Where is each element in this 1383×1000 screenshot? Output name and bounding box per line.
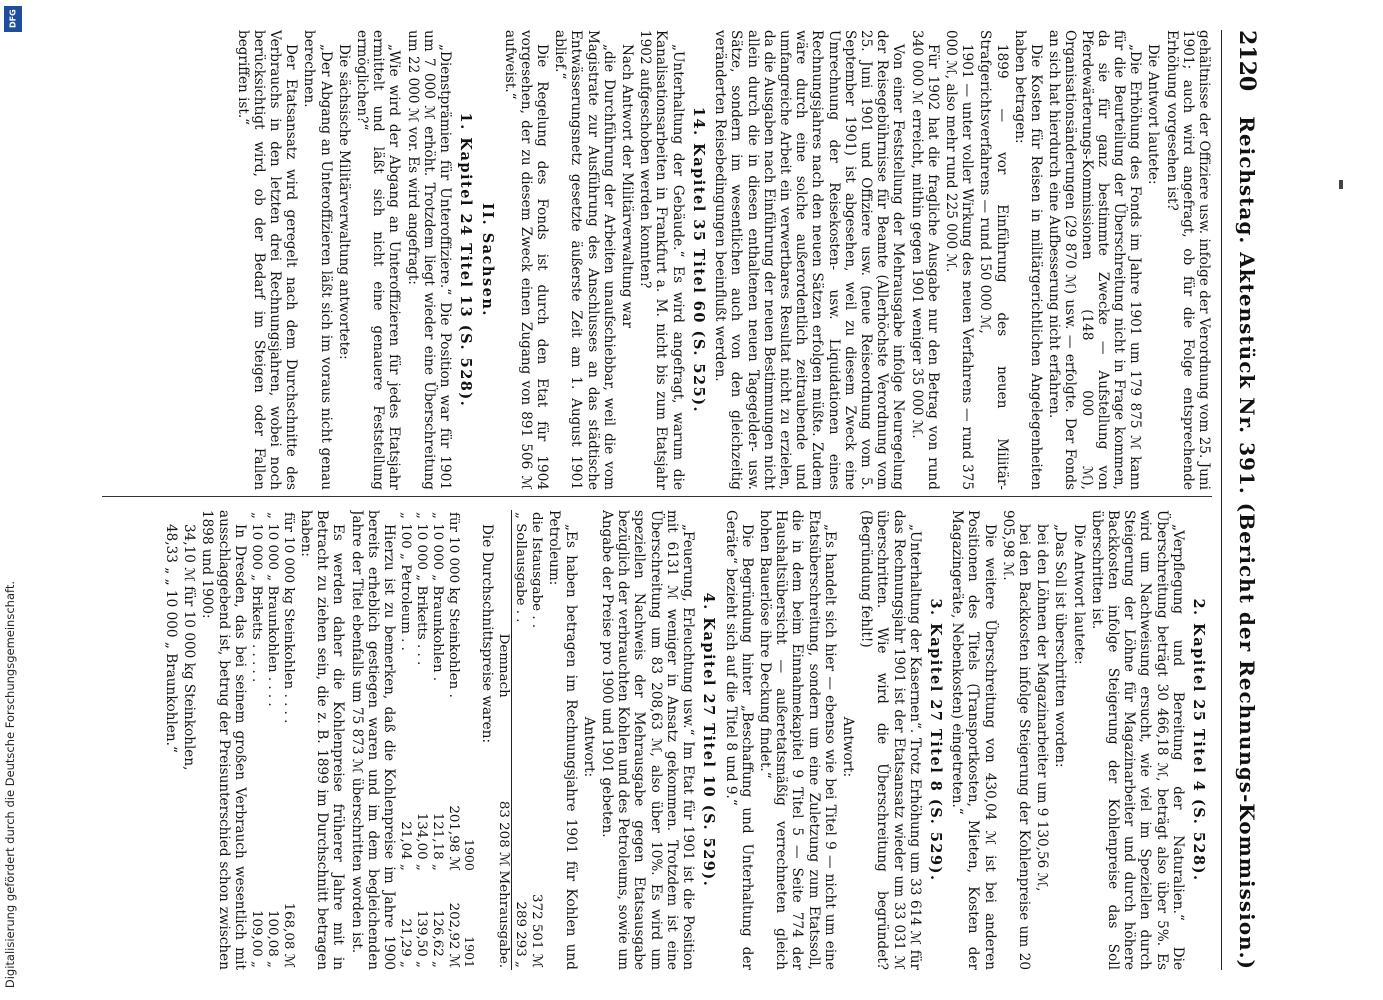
table-header-row — [461, 510, 477, 970]
table-row — [495, 510, 512, 970]
table-cell-label: die Istausgabe . . — [529, 512, 545, 629]
table-cell-label: „ 10 000 „ Braunkohlen . . . . — [264, 512, 280, 707]
table-row — [445, 510, 461, 970]
paragraph: Nach Antwort der Militärverwaltung war — [619, 44, 636, 328]
paragraph: Antwort: — [580, 716, 597, 778]
table-header: 1901 — [462, 936, 478, 968]
scanned-page — [60, 0, 1330, 1000]
table-cell-value: 109,00 „ — [248, 909, 264, 968]
paragraph: „Feuerung, Erleuchtung usw.“ Im Etat für 1901 ist die Position mit 6131 ℳ weniger in Ansatz gekommen. Trotzdem ist eine Überschreitung um 83 208,63 ℳ, also über 10%. Es wird um speziellen Nachweis der Mehrausgabe gegen Etatsausgabe bezüglich der verbrauchten Kohlen und des Petroleums, sowie um Angabe der Preise pro 1900 und 1901 gebeten. — [599, 510, 697, 970]
section-heading: 14. Kapitel 35 Titel 60 (S. 525). — [689, 106, 707, 414]
table-row — [280, 510, 296, 970]
section-heading: II. Sachsen. — [479, 203, 497, 317]
paragraph: Es werden daher die Kohlenpreise früherer Jahre mit in Betracht zu ziehen sein, die z. B. 1899 im Durchschnitt betragen haben: — [298, 510, 347, 970]
cost-table — [495, 510, 544, 970]
table-row — [413, 510, 429, 970]
paragraph: „Der Abgang an Unteroffizieren läßt sich im voraus nicht genau berechnen. — [301, 30, 334, 490]
table-cell-label: „ 10 000 „ Braunkohlen . — [430, 512, 446, 682]
paragraph: Hierzu ist zu bemerken, daß die Kohlenpreise im Jahre 1900 bereits erheblich gestiegen waren und im dem begleichenden Jahre der Titel ebenfalls um 75 873 ℳ überschritten worden ist. — [348, 510, 398, 970]
sum-amount: 83 208 ℳ Mehrausgabe. — [495, 700, 512, 970]
table-cell-label: für 10 000 kg Steinkohlen . — [446, 512, 462, 698]
paragraph: 48,33 „ „ 10 000 „ Braunkohlen.“ — [163, 524, 180, 753]
table-header — [461, 510, 477, 776]
paragraph: 34,10 ℳ für 10 000 kg Steinkohlen, — [181, 524, 198, 771]
table-cell-label: „ 100 „ Petroleum . . — [398, 512, 414, 651]
paragraph: gehältnisse der Offiziere usw. infolge der Verordnung vom 25. Juni 1901; auch wird angefragt, ob für die Folge entsprechende Erhöhung vorgesehen ist? — [1163, 30, 1212, 490]
page-header — [1221, 30, 1260, 970]
paragraph: bei den Backkosten infolge Steigerung der Kohlenpreise um 20 905,98 ℳ. — [999, 510, 1032, 970]
table-cell-label: „ 10 000 „ Briketts . . . . . — [248, 512, 264, 683]
right-column — [102, 510, 1212, 970]
table-cell-1901: 202,92 ℳ — [446, 902, 462, 968]
paragraph: 1899 — vor Einführung des neuen Militär-Strafgerichtsverfahrens — rund 150 000 ℳ, — [977, 30, 1010, 490]
paragraph: Die Begründung hinter „Beschaffung und Unterhaltung der Geräte“ bezieht sich auf die Titel 8 und 9.“ — [722, 510, 755, 970]
left-column — [102, 30, 1212, 490]
table-row — [397, 510, 413, 970]
table-row — [264, 510, 280, 970]
table-cell-value: 168,08 ℳ — [280, 902, 296, 968]
paragraph: Die Kosten für Reisen in militärgerichtlichen Angelegenheiten haben betragen: — [1011, 30, 1044, 490]
paragraph: Die Regelung des Fonds ist durch den Etat für 1904 vorgesehen, der zu diesem Zweck einen Zugang von 891 506 ℳ aufweist.“ — [501, 30, 551, 490]
price-table — [397, 510, 477, 970]
paragraph: Die weitere Überschreitung von 430,04 ℳ ist bei anderen Positionen des Titels (Transportkosten, Mieten, Kosten der Magazingeräte, Nebenkosten) eingetreten.“ — [949, 510, 998, 970]
footer-strip — [0, 0, 28, 1000]
section-heading: 4. Kapitel 27 Titel 10 (S. 529). — [700, 592, 718, 888]
sum-label: Demnach — [496, 633, 512, 698]
page-number: 2120 — [1234, 30, 1260, 92]
table-header: 1900 — [462, 839, 478, 871]
table-cell-label: „ Sollausgabe . . — [513, 512, 529, 623]
paragraph: „Es handelt sich hier — ebenso wie bei Titel 9 — nicht um eine Etatsüberschreitung, sondern um eine Zuletzung zum Etatssoll, die in dem beim Einnahmekapitel 9 Titel 5 — Seite 774 der Haushaltsübersicht — außeretatsmäßig verrechneten gleich hohen Bauerlöse ihre Deckung findet.“ — [756, 510, 838, 970]
table-cell-amount: 289 293 „ — [513, 901, 529, 968]
paragraph: „Die Erhöhung des Fonds im Jahre 1901 um 179 875 ℳ kann für die Beurteilung der Überschreitung nicht in Frage kommen, da sie für ganz bestimmte Zwecke — Aufstellung von Pferdewärterungs-Kommissionen (148 000 ℳ), Organisationsänderungen (29 870 ℳ) usw. — erfolgte. Der Fonds an sich hat hierdurch eine Aufbesserung nicht erfahren. — [1046, 30, 1144, 490]
table-cell-label: „ 10 000 „ Briketts . . . — [414, 512, 430, 666]
paragraph: Die sächsische Militärverwaltung antwortete: — [335, 44, 352, 360]
paragraph: Für 1902 hat die fragliche Ausgabe nur den Betrag von rund 340 000 ℳ erreicht, mithin gegen 1901 weniger 35 000 ℳ. — [908, 30, 941, 490]
table-row — [429, 510, 445, 970]
section-heading: 3. Kapitel 27 Titel 8 (S. 529). — [926, 598, 944, 882]
section-heading: 2. Kapitel 25 Titel 4 (S. 528). — [1190, 598, 1207, 882]
dfg-logo: DFG — [4, 6, 22, 32]
table-cell-1900: 21,04 „ — [398, 821, 414, 871]
table-row — [248, 510, 264, 970]
running-title: Reichstag. Aktenstück Nr. 391. (Bericht der Rechnungs-Kommission.) — [1235, 116, 1259, 970]
paragraph: „Es haben betragen im Rechnungsjahre 1901 für Kohlen und Petroleum: — [546, 510, 579, 970]
table-row — [512, 510, 529, 970]
paragraph: Die Antwort lautete: — [1070, 524, 1087, 665]
table-cell-1900: 121,18 „ — [430, 812, 446, 871]
paragraph: Die Antwort lautete: — [1145, 44, 1162, 185]
paragraph: Antwort: — [839, 716, 856, 778]
paragraph: „Unterhaltung der Kasernen“. Trotz Erhöhung um 33 614 ℳ für das Rechnungsjahr 1901 ist der Etatsansatz wieder um 33 031 ℳ überschritten. Wie wird die Überschreitung begründet? (Begründung fehlt!) — [858, 510, 923, 970]
price-1899-table — [248, 510, 296, 970]
table-row — [528, 510, 544, 970]
table-cell-1900: 201,98 ℳ — [446, 805, 462, 871]
paragraph: Der Etatsansatz wird geregelt nach dem Durchschnitte des Verbrauchs in den letzten drei Rechnungsjahren, wobei noch berücksichtigt wird, ob der Bedarf im Steigen oder Fallen begriffen ist.“ — [234, 30, 300, 490]
footer-credit: Digitalisierung gefördert durch die Deutsche Forschungsgemeinschaft. — [3, 580, 17, 988]
scan-mark — [1339, 180, 1343, 189]
table-cell-amount: 372 501 ℳ — [529, 894, 545, 968]
paragraph: „Unterhaltung der Gebäude.“ Es wird angefragt, warum die Kanalisationsarbeiten in Frankfurt a. M. nicht bis zum Etatsjahr 1902 aufgeschoben werden konnten? — [637, 30, 686, 490]
column-divider — [102, 496, 1212, 497]
paragraph: Von einer Feststellung der Mehrausgabe infolge Neuregelung der Reisegebührnisse für Beamte (Allerhöchste Verordnung vom 25. Juni 1901 und Offiziere usw. (neue Reiseordnung vom 5. September 1901) ist abgesehen, weil zu diesem Zweck eine Umrechnung der Reisekosten- usw. Liquidationen eines Rechnungsjahres nach den neuen Sätzen erfolgen müßte. Zudem wäre durch eine solche außerordentlich zeitraubende und umfangreiche Arbeit ein verwertbares Resultat nicht zu erzielen, da die Ausgaben nach Einführung der neuen Bestimmungen nicht allein durch die in diesen enthaltenen neuen Tagegelder- usw. Sätze, sondern im wesentlichen auch von den gleichzeitig veränderten Reisebedingungen beeinflußt werden. — [712, 30, 907, 490]
paragraph: „Wie wird der Abgang an Unteroffizieren für jedes Etatsjahr ermittelt und läßt sich nicht eine genauere Feststellung ermöglichen?“ — [354, 30, 403, 490]
section-heading: 1. Kapitel 24 Titel 13 (S. 528). — [457, 112, 475, 408]
table-cell-1901: 21,29 „ — [398, 918, 414, 968]
paragraph: 1901 — unter voller Wirkung des neuen Verfahrens — rund 375 000 ℳ, also mehr rund 225 000 ℳ. — [942, 30, 976, 490]
table-cell-value: 100,08 „ — [264, 909, 280, 968]
paragraph: „Dienstprämien für Unteroffiziere.“ Die Position war für 1901 um 7 000 ℳ erhöht. Trotzdem liegt wieder eine Überschreitung um 22 000 ℳ vor. Es wird angefragt: — [404, 30, 454, 490]
paragraph: „die Durchführung der Arbeiten unaufschiebbar, weil die vom Magistrate zur Ausführung des Anschlusses an das städtische Entwässerungsnetz gesetzte äußerste Zeit am 1. August 1901 ablief.“ — [552, 30, 617, 490]
paragraph: bei den Löhnen der Magazinarbeiter um 9 130,56 ℳ, — [1034, 524, 1051, 892]
table-cell-label: für 10 000 kg Steinkohlen . . . . — [280, 512, 296, 724]
table-cell-1901: 139,50 „ — [414, 909, 430, 968]
table-cell-1900: 134,00 „ — [414, 812, 430, 871]
paragraph: In Dresden, das bei seinem großen Verbrauch wesentlich mit ausschlaggebend ist, betrug der Preisunterschied schon zwischen 1898 und 1900: — [199, 510, 248, 970]
paragraph: „Das Soll ist überschritten worden: — [1052, 524, 1069, 768]
paragraph: „Verpflegung und Bereitung der Naturalien.“ Die Überschreitung beträgt 30 466,18 ℳ, beträgt also über 5%. Es wird um Nachweisung ersucht, wie viel im Speziellen durch Steigerung der Löhne für Magazinarbeiter und durch höhere Backkosten infolge Steigerung der Kohlenpreise das Soll überschritten ist. — [1088, 510, 1186, 970]
paragraph: Die Durchschnittspreise waren: — [479, 524, 496, 744]
table-cell-1901: 126,62 „ — [430, 909, 446, 968]
